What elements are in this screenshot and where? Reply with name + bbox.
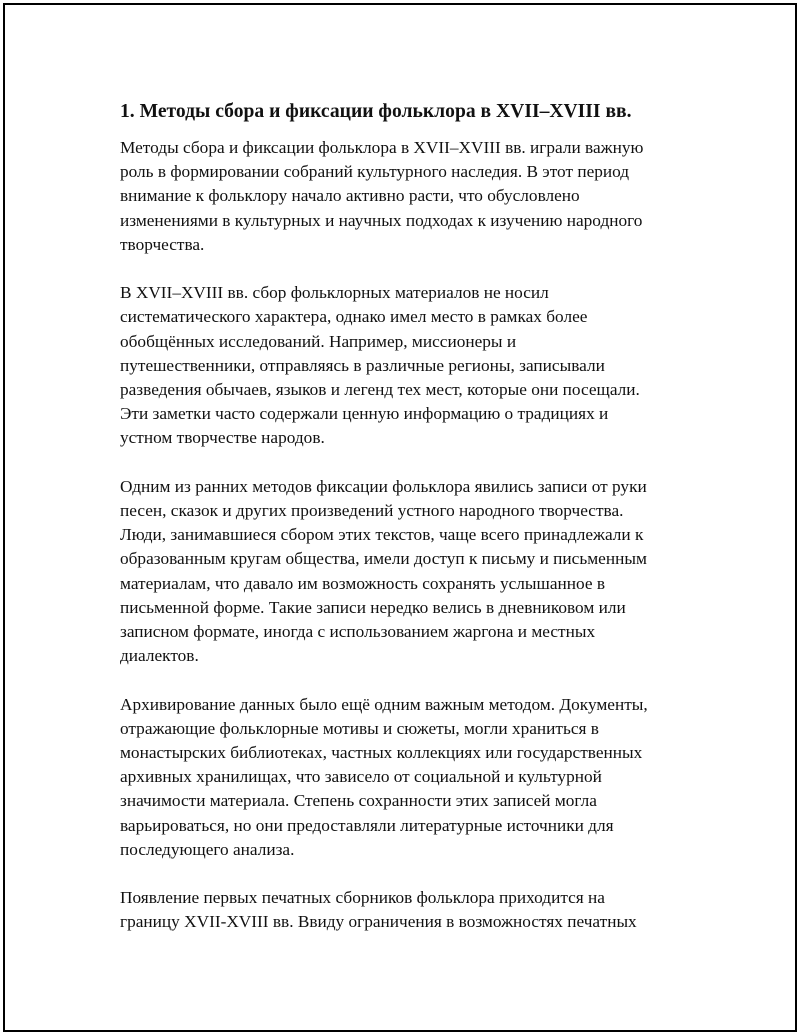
text-line: обобщённых исследований. Например, миссионеры и xyxy=(120,331,517,351)
text-line: значимости материала. Степень сохранности этих записей могла xyxy=(120,791,597,811)
paragraph-2 xyxy=(120,281,692,450)
document-body xyxy=(120,98,692,959)
text-line: варьироваться, но они предоставляли литературные источники для xyxy=(120,815,614,835)
text-line: творчества. xyxy=(120,234,205,254)
text-line: Люди, занимавшиеся сбором этих текстов, чаще всего принадлежали к xyxy=(120,525,644,545)
text-line: материалам, что давало им возможность сохранять услышанное в xyxy=(120,573,606,593)
text-line: систематического характера, однако имел место в рамках более xyxy=(120,307,588,327)
section-heading: 1. Методы сбора и фиксации фольклора в XVII–XVIII вв. xyxy=(120,101,632,122)
page-frame xyxy=(3,3,797,1032)
text-line: Методы сбора и фиксации фольклора в XVII–XVIII вв. играли важную xyxy=(120,138,644,157)
text-line: последующего анализа. xyxy=(120,839,295,859)
text-line: В XVII–XVIII вв. сбор фольклорных материалов не носил xyxy=(120,283,549,303)
text-line: разведения обычаев, языков и легенд тех мест, которые они посещали. xyxy=(120,380,640,400)
paragraph-5 xyxy=(120,886,692,934)
paragraph-1 xyxy=(120,136,692,257)
text-line: Архивирование данных было ещё одним важным методом. Документы, xyxy=(120,694,648,714)
text-line: Эти заметки часто содержали ценную информацию о традициях и xyxy=(120,404,609,424)
text-line: монастырских библиотеках, частных коллекциях или государственных xyxy=(120,743,643,763)
paragraph-4 xyxy=(120,693,692,862)
text-line: образованным кругам общества, имели доступ к письму и письменным xyxy=(120,549,647,569)
text-line: путешественники, отправляясь в различные регионы, записывали xyxy=(120,355,605,375)
text-line: отражающие фольклорные мотивы и сюжеты, могли храниться в xyxy=(120,718,599,738)
text-line: архивных хранилищах, что зависело от социальной и культурной xyxy=(120,767,602,787)
text-line: Одним из ранних методов фиксации фольклора явились записи от руки xyxy=(120,476,647,496)
text-line: внимание к фольклору начало активно расти, что обусловлено xyxy=(120,186,580,206)
text-line: границу XVII-XVIII вв. Ввиду ограничения в возможностях печатных xyxy=(120,912,637,932)
text-line: устном творчестве народов. xyxy=(120,428,325,448)
text-line: песен, сказок и других произведений устного народного творчества. xyxy=(120,501,624,521)
text-line: роль в формировании собраний культурного наследия. В этот период xyxy=(120,162,630,182)
text-line: письменной форме. Такие записи нередко велись в дневниковом или xyxy=(120,597,626,617)
paragraph-3 xyxy=(120,475,692,669)
text-line: Появление первых печатных сборников фольклора приходится на xyxy=(120,888,605,908)
text-line: записном формате, иногда с использованием жаргона и местных xyxy=(120,622,596,642)
text-line: изменениями в культурных и научных подходах к изучению народного xyxy=(120,210,643,230)
text-line: диалектов. xyxy=(120,646,199,666)
